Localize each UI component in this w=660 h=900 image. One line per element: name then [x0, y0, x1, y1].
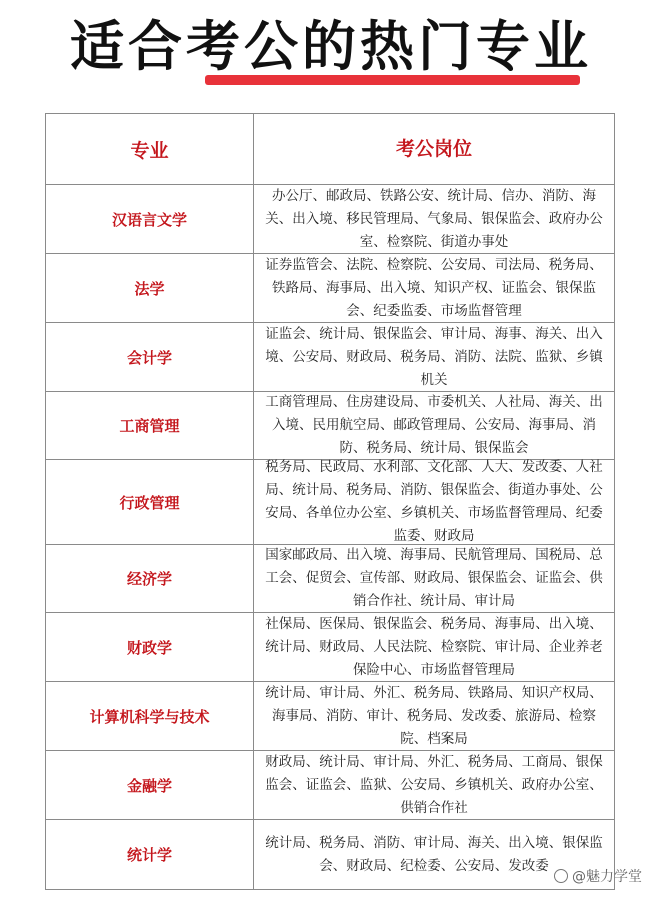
watermark-text: @魅力学堂 — [572, 869, 642, 885]
major-cell: 财政学 — [46, 613, 254, 681]
major-cell: 金融学 — [46, 751, 254, 819]
jobs-cell: 统计局、审计局、外汇、税务局、铁路局、知识产权局、海事局、消防、审计、税务局、发改委、旅游局、检察院、档案局 — [265, 684, 603, 747]
page-title: 适合考公的热门专业 — [70, 15, 592, 78]
major-cell: 汉语言文学 — [46, 185, 254, 253]
header-major: 专业 — [46, 114, 254, 184]
table-row — [46, 253, 614, 322]
title-area — [0, 0, 660, 100]
table-row — [46, 322, 614, 391]
header-jobs: 考公岗位 — [395, 137, 472, 160]
table-row — [46, 184, 614, 253]
major-cell: 行政管理 — [46, 460, 254, 544]
table-row — [46, 544, 614, 612]
jobs-cell: 财政局、统计局、审计局、外汇、税务局、工商局、银保监会、证监会、监狱、公安局、乡镇机关、政府办公室、供销合作社 — [265, 753, 603, 816]
table-header-row — [46, 114, 614, 184]
major-cell: 经济学 — [46, 545, 254, 612]
major-cell: 工商管理 — [46, 392, 254, 459]
weibo-like-icon — [554, 869, 568, 883]
table-row — [46, 819, 614, 889]
jobs-cell: 税务局、民政局、水利部、文化部、人大、发改委、人社局、统计局、税务局、消防、银保监会、街道办事处、公安局、各单位办公室、乡镇机关、市场监督管理局、纪委监委、财政局 — [265, 459, 603, 544]
major-cell: 计算机科学与技术 — [46, 682, 254, 750]
majors-table — [45, 113, 615, 890]
jobs-cell: 办公厅、邮政局、铁路公安、统计局、信办、消防、海关、出入境、移民管理局、气象局、银保监会、政府办公室、检察院、街道办事处 — [265, 187, 603, 250]
jobs-cell: 统计局、税务局、消防、审计局、海关、出入境、银保监会、财政局、纪检委、公安局、发改委 — [265, 834, 603, 874]
table-row — [46, 750, 614, 819]
table-row — [46, 459, 614, 544]
jobs-cell: 国家邮政局、出入境、海事局、民航管理局、国税局、总工会、促贸会、宣传部、财政局、银保监会、证监会、供销合作社、统计局、审计局 — [265, 547, 603, 609]
watermark — [554, 866, 642, 886]
jobs-cell: 工商管理局、住房建设局、市委机关、人社局、海关、出入境、民用航空局、邮政管理局、公安局、海事局、消防、税务局、统计局、银保监会 — [265, 394, 603, 456]
major-cell: 会计学 — [46, 323, 254, 391]
jobs-cell: 社保局、医保局、银保监会、税务局、海事局、出入境、统计局、财政局、人民法院、检察院、审计局、企业养老保险中心、市场监督管理局 — [265, 615, 603, 678]
major-cell: 统计学 — [46, 820, 254, 889]
table-row — [46, 391, 614, 459]
major-cell: 法学 — [46, 254, 254, 322]
table-row — [46, 612, 614, 681]
jobs-cell: 证券监管会、法院、检察院、公安局、司法局、税务局、铁路局、海事局、出入境、知识产权、证监会、银保监会、纪委监委、市场监督管理 — [265, 256, 603, 319]
jobs-cell: 证监会、统计局、银保监会、审计局、海事、海关、出入境、公安局、财政局、税务局、消防、法院、监狱、乡镇机关 — [265, 325, 603, 388]
table-row — [46, 681, 614, 750]
